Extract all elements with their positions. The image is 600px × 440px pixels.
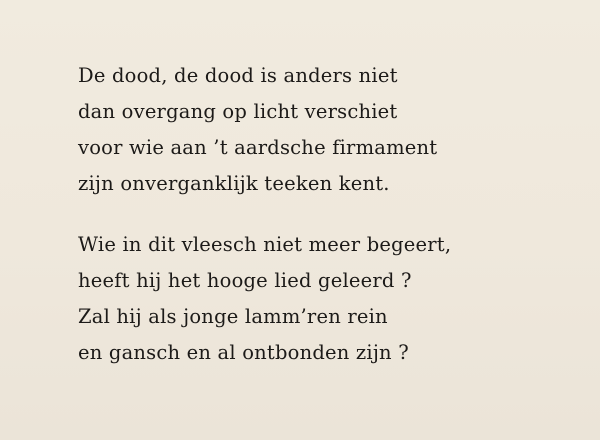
poem-line: heeft hij het hooge lied geleerd ? (78, 269, 412, 292)
poem-line: dan overgang op licht verschiet (78, 100, 398, 123)
stanza-1 (78, 58, 578, 202)
poem-line: De dood, de dood is anders niet (78, 64, 398, 87)
poem-line: zijn onverganklijk teeken kent. (78, 172, 390, 195)
stanza-2 (78, 227, 578, 371)
poem-line: en gansch en al ontbonden zijn ? (78, 341, 409, 364)
poem-line: Zal hij als jonge lamm’ren rein (78, 305, 388, 328)
poem (78, 58, 578, 371)
poem-line: voor wie aan ’t aardsche firmament (78, 136, 438, 159)
poem-line: Wie in dit vleesch niet meer begeert, (78, 233, 452, 256)
